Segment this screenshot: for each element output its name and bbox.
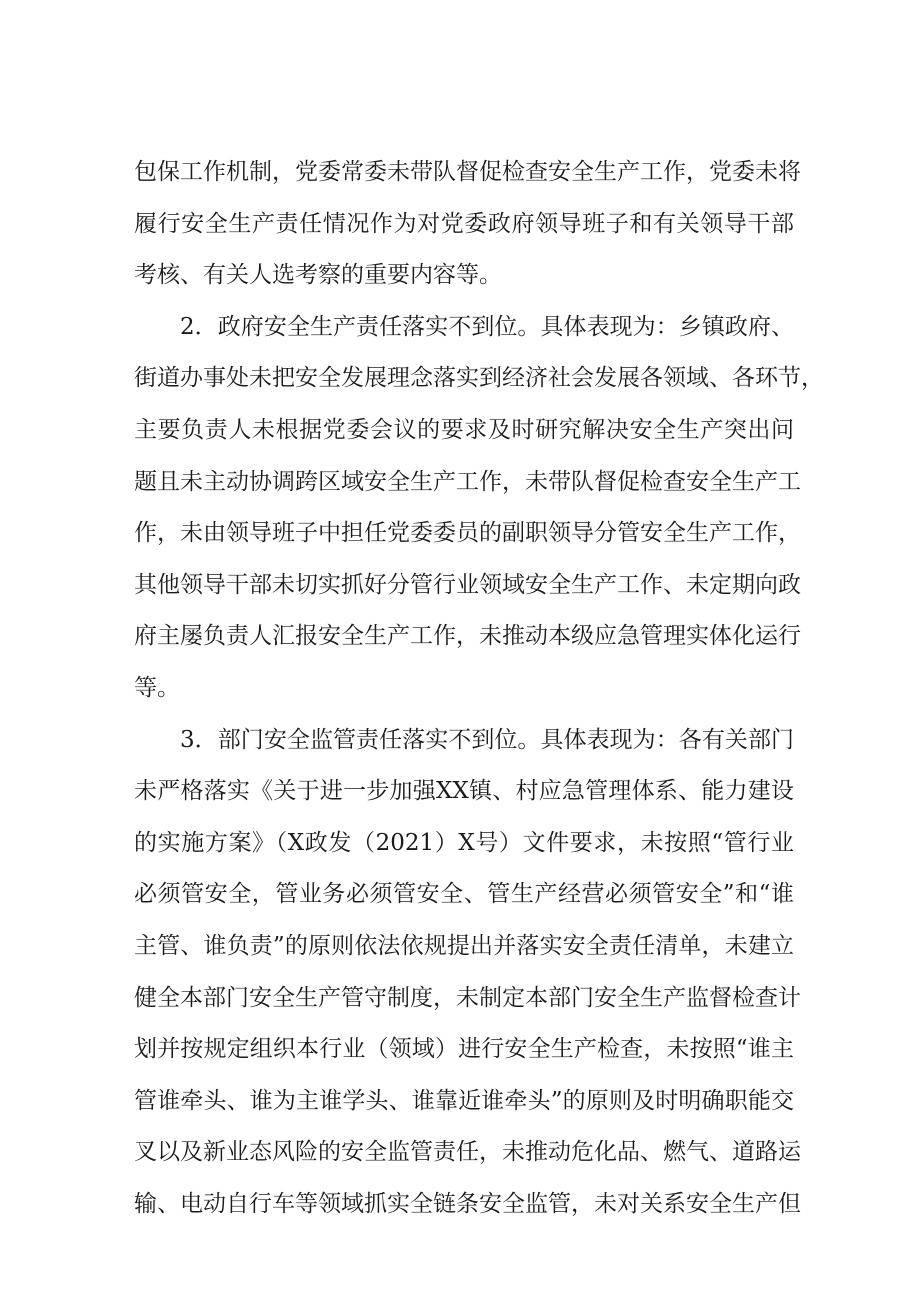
paragraph-department-responsibility [134,715,801,1231]
text-line: 未严格落实《关于进一步加强XX镇、村应急管理体系、能力建设 [134,778,794,805]
paragraph-heading-line: 3．部门安全监管责任落实不到位。具体表现为：各有关部门 [180,726,794,753]
text-line: 叉以及新业态风险的安全监管责任，未推动危化品、燃气、道路运 [134,1139,801,1166]
paragraph-continuation [134,147,801,302]
text-line: 作，未由领导班子中担任党委委员的副职领导分管安全生产工作， [134,520,801,547]
text-line: 考核、有关人选考察的重要内容等。 [134,262,502,289]
text-line: 履行安全生产责任情况作为对党委政府领导班子和有关领导干部 [134,210,794,237]
paragraph-government-responsibility [134,302,824,715]
paragraph-heading-line: 2．政府安全生产责任落实不到位。具体表现为：乡镇政府、 [180,313,794,340]
text-line: 健全本部门安全生产管守制度，未制定本部门安全生产监督检查计 [134,984,801,1011]
text-line: 输、电动自行车等领域抓实全链条安全监管，未对关系安全生产但 [134,1190,801,1217]
text-line: 题且未主动协调跨区域安全生产工作，未带队督促检查安全生产工 [134,468,801,495]
text-line: 府主屡负责人汇报安全生产工作，未推动本级应急管理实体化运行 [134,623,801,650]
text-line: 主要负责人未根据党委会议的要求及时研究解决安全生产突出问 [134,416,794,443]
text-line: 管谁牵头、谁为主谁学头、谁靠近谁牵头”的原则及时明确职能交 [134,1087,794,1114]
document-body [134,147,824,1230]
text-line: 划并按规定组织本行业（领域）进行安全生产检查，未按照“谁主 [134,1036,794,1063]
text-line: 其他领导干部未切实抓好分管行业领域安全生产工作、未定期向政 [134,571,801,598]
text-line: 等。 [134,674,180,701]
text-line: 街道办事处未把安全发展理念落实到经济社会发展各领域、各环节， [134,365,824,392]
text-line: 的实施方案》（X政发（2021）X号）文件要求，未按照“管行业 [134,829,794,856]
text-line: 包保工作机制，党委常委未带队督促检查安全生产工作，党委未将 [134,159,801,185]
text-line: 必须管安全，管业务必须管安全、管生产经营必须管安全”和“谁 [134,881,794,908]
text-line: 主管、谁负责”的原则依法依规提出并落实安全责任清单，未建立 [134,932,794,959]
